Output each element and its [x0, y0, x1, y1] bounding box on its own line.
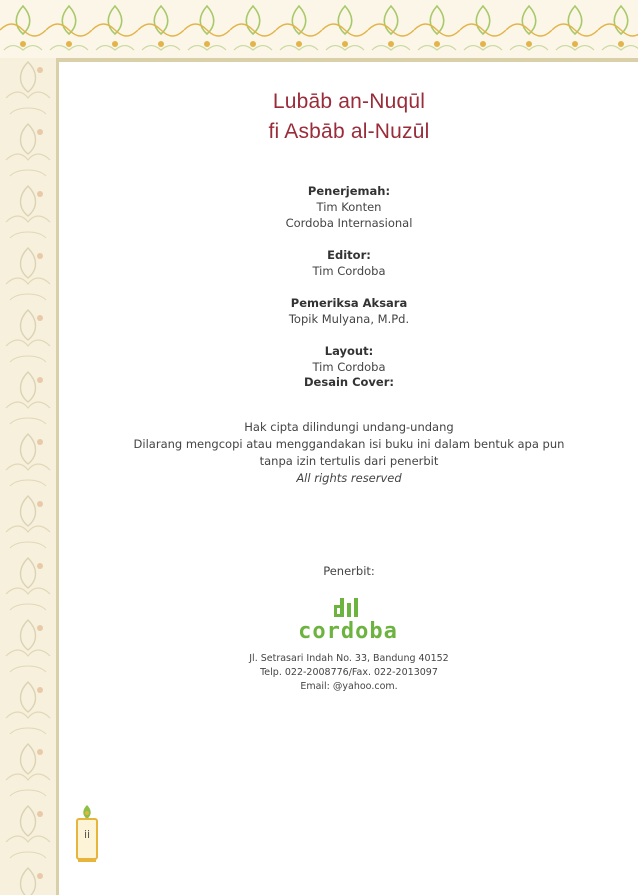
publisher-logo-text: cordoba	[298, 619, 398, 644]
copyright-line2: Dilarang mengcopi atau menggandakan isi buku ini dalam bentuk apa pun	[133, 437, 565, 451]
translator-line2: Cordoba Internasional	[285, 216, 413, 230]
layout-value: Tim Cordoba	[312, 360, 386, 374]
publisher-phone: Telp. 022-2008776/Fax. 022-2013097	[260, 667, 438, 678]
copyright-line3: tanpa izin tertulis dari penerbit	[259, 454, 439, 468]
publisher-label: Penerbit:	[323, 564, 375, 578]
proofreader-value: Topik Mulyana, M.Pd.	[288, 312, 410, 326]
proofreader-label: Pemeriksa Aksara	[290, 296, 408, 310]
publisher-email: Email: @yahoo.com.	[300, 681, 398, 692]
book-title-line2: fi Asbāb al-Nuzūl	[268, 120, 430, 143]
publisher-address: Jl. Setrasari Indah No. 33, Bandung 40152	[249, 653, 449, 664]
publisher-logo	[286, 597, 410, 649]
cover-design-label: Desain Cover:	[304, 375, 394, 389]
layout-label: Layout:	[324, 344, 374, 358]
copyright-line1: Hak cipta dilindungi undang-undang	[244, 420, 454, 434]
top-border-line	[0, 58, 638, 62]
left-border-line	[56, 58, 59, 895]
translator-line1: Tim Konten	[316, 200, 382, 214]
page-number: ii	[83, 828, 91, 841]
top-ornament-border	[0, 0, 638, 58]
left-ornament-icon	[0, 58, 56, 895]
editor-value: Tim Cordoba	[312, 264, 386, 278]
translator-label: Penerjemah:	[307, 184, 391, 198]
editor-label: Editor:	[327, 248, 371, 262]
page-tab-base	[78, 858, 96, 862]
book-title-line1: Lubāb an-Nuqūl	[272, 90, 426, 113]
cordoba-mark-icon	[332, 597, 364, 619]
all-rights-reserved: All rights reserved	[296, 471, 402, 485]
top-ornament-icon	[0, 0, 638, 58]
left-ornament-border	[0, 58, 56, 895]
